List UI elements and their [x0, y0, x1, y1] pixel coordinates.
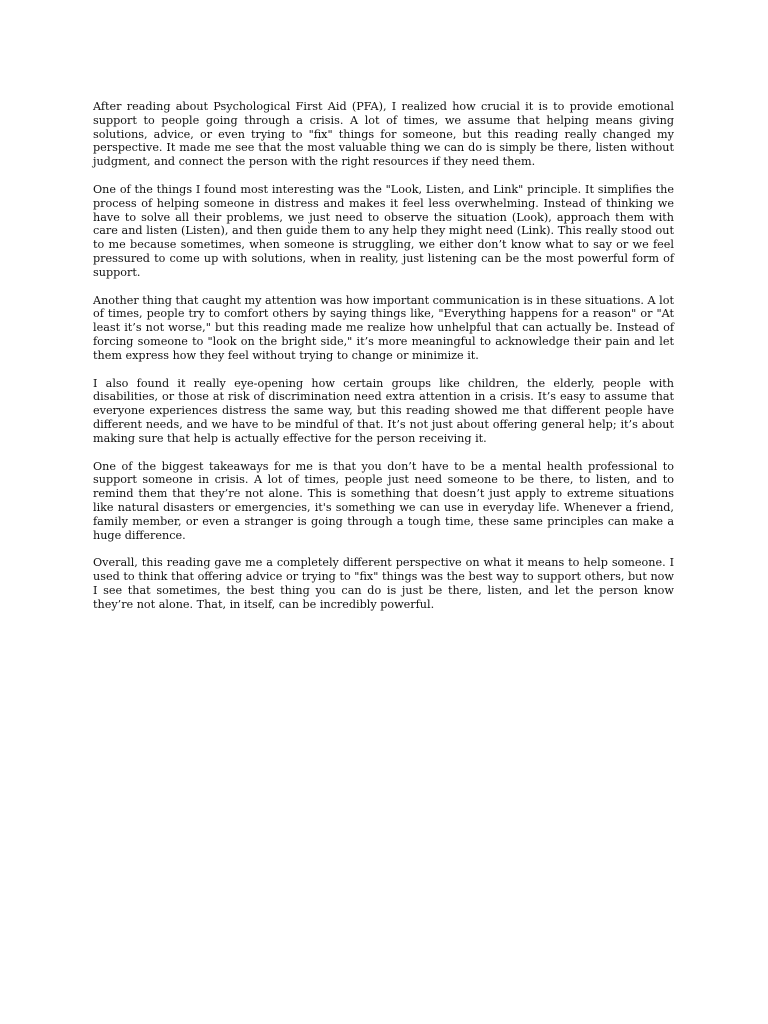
document-body	[93, 100, 674, 626]
paragraph-4: I also found it really eye-opening how certain groups like children, the elderly, people with disabilities, or those at risk of discrimination need extra attention in a crisis. It’s easy to assume that everyone experiences distress the same way, but this reading showed me that different people have different needs, and we have to be mindful of that. It’s not just about offering general help; it’s about making sure that help is actually effective for the person receiving it.	[93, 376, 674, 445]
paragraph-6: Overall, this reading gave me a completely different perspective on what it means to help someone. I used to think that offering advice or trying to "fix" things was the best way to support others, but now I see that sometimes, the best thing you can do is just be there, listen, and let the person know they’re not alone. That, in itself, can be incredibly powerful.	[93, 556, 674, 611]
paragraph-3: Another thing that caught my attention was how important communication is in these situations. A lot of times, people try to comfort others by saying things like, "Everything happens for a reason" or "At least it’s not worse," but this reading made me realize how unhelpful that can actually be. Instead of forcing someone to "look on the bright side," it’s more meaningful to acknowledge their pain and let them express how they feel without trying to change or minimize it.	[93, 293, 674, 362]
paragraph-5: One of the biggest takeaways for me is that you don’t have to be a mental health professional to support someone in crisis. A lot of times, people just need someone to be there, to listen, and to remind them that they’re not alone. This is something that doesn’t just apply to extreme situations like natural disasters or emergencies, it's something we can use in everyday life. Whenever a friend, family member, or even a stranger is going through a tough time, these same principles can make a huge difference.	[93, 459, 674, 542]
paragraph-2: One of the things I found most interesting was the "Look, Listen, and Link" principle. It simplifies the process of helping someone in distress and makes it feel less overwhelming. Instead of thinking we have to solve all their problems, we just need to observe the situation (Look), approach them with care and listen (Listen), and then guide them to any help they might need (Link). This really stood out to me because sometimes, when someone is struggling, we either don’t know what to say or we feel pressured to come up with solutions, when in reality, just listening can be the most powerful form of support.	[93, 182, 674, 279]
paragraph-1: After reading about Psychological First Aid (PFA), I realized how crucial it is to provide emotional support to people going through a crisis. A lot of times, we assume that helping means giving solutions, advice, or even trying to "fix" things for someone, but this reading really changed my perspective. It made me see that the most valuable thing we can do is simply be there, listen without judgment, and connect the person with the right resources if they need them.	[93, 100, 674, 169]
